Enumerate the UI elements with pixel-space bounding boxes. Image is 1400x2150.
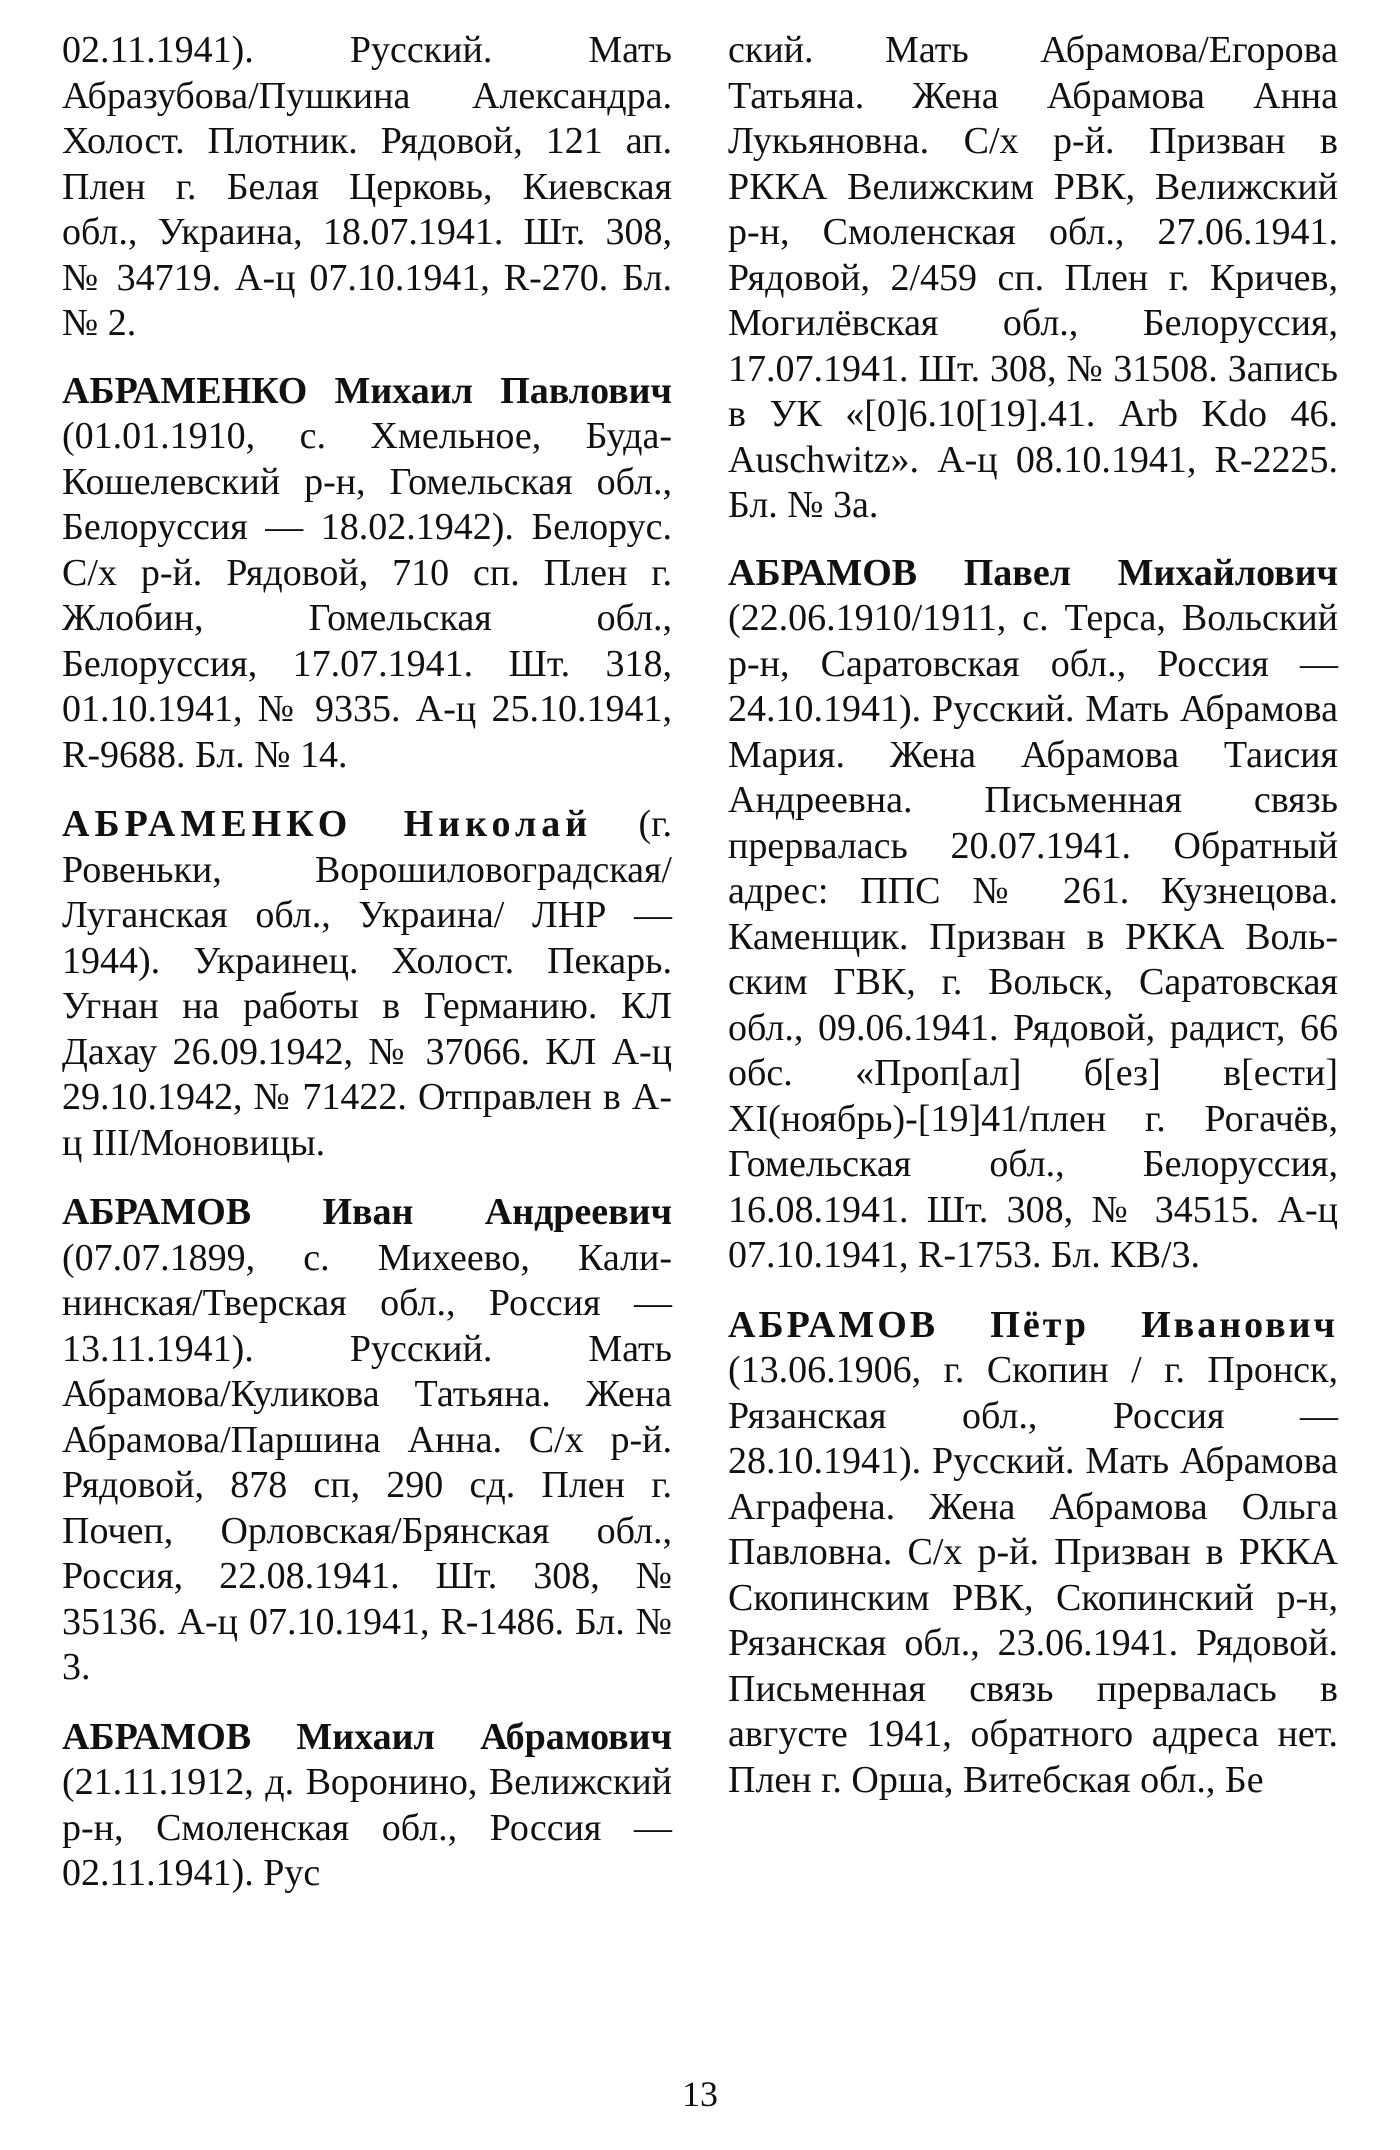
entry-name: АБРАМОВ Иван Андреевич [62, 1191, 672, 1233]
entry-abramov-petr [728, 1303, 1338, 1804]
entry-name: АБРАМОВ Павел Михайлович [728, 551, 1338, 594]
right-column [728, 28, 1338, 1827]
entry-text: (13.06.1906, г. Скопин / г. Пронск, Рязанская обл., Россия — 28.10.1941). Русский. Мать Абрамова Аграфена. Жена Абрамова Ольга Павловна. С/х р-й. Призван в РККА Скопинским РВК, Скопинский р-н, Рязанская обл., 23.06.1941. Рядовой. Письменная связь прервалась в августе 1941, обратного адреса нет. Плен г. Орша, Витебская обл., Бе [728, 1349, 1338, 1801]
entry-abramenko-mikhail [62, 369, 672, 779]
document-page [62, 28, 1338, 2058]
entry-text: (01.01.1910, с. Хмельное, Буда-Кошелевский р-н, Гомельская обл., Белоруссия — 18.02.1942). Белорус. С/х р-й. Рядовой, 710 сп. Плен г. Жлобин, Гомельская обл., Белоруссия, 17.07.1941. Шт. 318, 01.10.1941, № 9335. А-ц 25.10.1941, R-9688. Бл. № 14. [62, 415, 672, 776]
entry-abramov-ivan [62, 1190, 672, 1691]
entry-text: (г. Ровеньки, Ворошиловоградская/Луганская обл., Украина/ ЛНР — 1944). Украинец. Холост. Пекарь. Угнан на работы в Германию. КЛ Дахау 26.09.1942, № 37066. КЛ А-ц 29.10.1942, № 71422. Отправлен в А-ц III/Моновицы. [62, 803, 672, 1164]
entry-text: (07.07.1899, с. Михеево, Калининская/Тверская обл., Россия — 13.11.1941). Русский. Мать Абрамова/Куликова Татьяна. Жена Абрамова/Паршина Анна. С/х р-й. Рядовой, 878 сп, 290 сд. Плен г. Почеп, Орловская/Брянская обл., Россия, 22.08.1941. Шт. 308, № 35136. А-ц 07.10.1941, R-1486. Бл. № 3. [62, 1236, 672, 1688]
entry-text: (21.11.1912, д. Воронино, Велижский р-н, Смоленская обл., Россия — 02.11.1941). Рус [62, 1761, 672, 1894]
entry-name: АБРАМОВ Пётр Иванович [728, 1303, 1338, 1346]
entry-abramov-mikhail [62, 1715, 672, 1897]
entry-continuation [728, 28, 1338, 529]
entry-text: 02.11.1941). Русский. Мать Абразубова/Пушкина Александра. Холост. Плотник. Рядовой, 121 ап. Плен г. Белая Церковь, Киевская обл., Украина, 18.07.1941. Шт. 308, № 34719. А-ц 07.10.1941, R-270. Бл. № 2. [62, 29, 672, 344]
entry-text: (22.06.1910/1911, с. Терса, Вольский р-н, Саратовская обл., Россия — 24.10.1941). Русский. Мать Абрамова Мария. Жена Абрамова Таисия Андреевна. Письменная связь прервалась 20.07.1941. Обратный адрес: ППС № 261. Кузнецова. Каменщик. Призван в РККА Вольским ГВК, г. Вольск, Саратовская обл., 09.06.1941. Рядовой, радист, 66 обс. «Проп[ал] б[ез] в[ести] XI(ноябрь)-[19]41/плен г. Рогачёв, Гомельская обл., Белоруссия, 16.08.1941. Шт. 308, № 34515. А-ц 07.10.1941, R-1753. Бл. КВ/3. [728, 597, 1338, 1276]
entry-text: ский. Мать Абрамова/Егорова Татьяна. Жена Абрамова Анна Лукьяновна. С/х р-й. Призван в РККА Велижским РВК, Велижский р-н, Смоленская обл., 27.06.1941. Рядовой, 2/459 сп. Плен г. Кричев, Могилёвская обл., Белоруссия, 17.07.1941. Шт. 308, № 31508. Запись в УК «[0]6.10[19].41. Arb Kdo 46. Auschwitz». А-ц 08.10.1941, R-2225. Бл. № 3а. [728, 29, 1338, 526]
page-number: 13 [682, 2074, 718, 2114]
entry-name: АБРАМОВ Михаил Абрамович [62, 1715, 672, 1758]
entry-abramenko-nikolai [62, 802, 672, 1166]
entry-abramov-pavel [728, 551, 1338, 1279]
entry-continuation [62, 28, 672, 347]
entry-name: АБРАМЕНКО Михаил Павлович [62, 369, 672, 412]
left-column [62, 28, 672, 1921]
entry-name: АБРАМЕНКО Николай [62, 803, 593, 845]
